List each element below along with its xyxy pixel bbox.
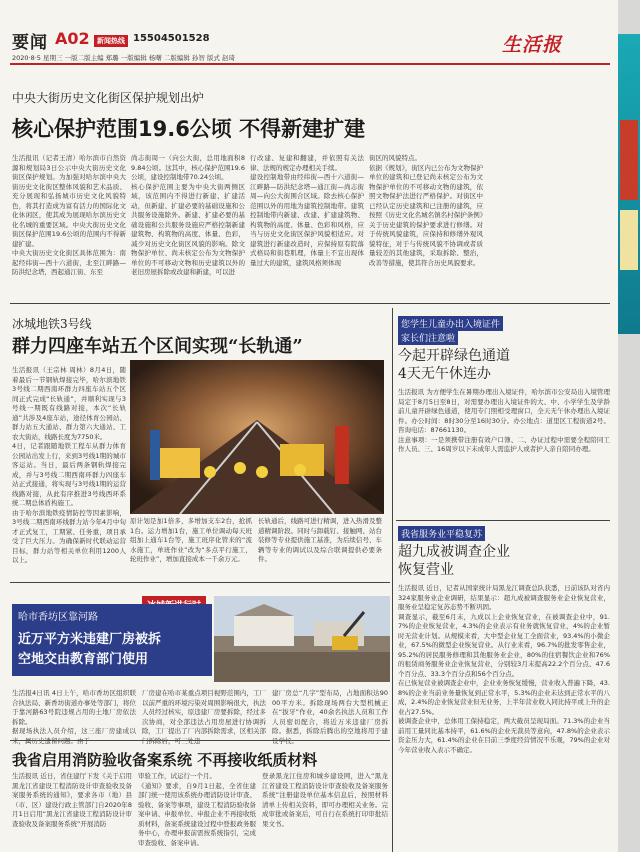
- story1-kicker: 中央大街历史文化街区保护规划出炉: [12, 91, 205, 105]
- adjacent-page-edge: [618, 0, 640, 852]
- side2-headline-2: 恢复营业: [398, 562, 454, 578]
- adjacent-ad-block: [620, 210, 638, 270]
- section-title: 要闻: [12, 33, 48, 53]
- divider: [10, 582, 390, 583]
- hotline-label: 新闻热线: [94, 35, 128, 47]
- story1-column-2: 尚志街周一（向公大街，总用地面积89.84公顷。这其中，核心保护范围19.6公顷，建设控制地带70.24公顷。 核心保护范围主要为中央大街两侧区域，该范围内不得进行新建、扩建活动，但新建、扩建必要的基础设施和公共服务设施除外。新建、扩建必要的基础设施和公共服务设施应严格控制新建建筑物、构筑物的高度、体量、色彩，减少对历史文化街区风貌的影响。除文物保护单位、尚未核定公布为文物保护单位的不可移动文物和历史建筑以外的老旧房屋拆除或改建和新建，可以进: [131, 154, 245, 276]
- story3-column-1: 生活报4日讯 4日上午，哈市香坊区组织联合执法局、新香坊街道办事处等部门，将位于靠河路63号院违规占用的土地厂房依法拆除。 据现场执法人员介绍，这三座厂房建成以: [12, 689, 136, 735]
- subway-tunnel-photo: [130, 360, 384, 514]
- column-divider: [392, 308, 393, 852]
- divider: [10, 740, 390, 741]
- story4-headline: 我省启用消防验收备案系统 不再接收纸质材料: [12, 751, 318, 769]
- page-number: A02: [55, 29, 90, 48]
- story1-headline: 核心保护范围19.6公顷 不得新建扩建: [12, 117, 366, 141]
- side1-body: 生活报讯 为方便学生在暑期办理出入境证件，哈尔滨市公安局出入境管理局定于8月5日至8日，对需要办理出入境证件的大、中、小学学生及学龄前儿童开辟绿色通道，使用专门照相受理窗口，全天无午休办理出入境证件。办公时间：8时30分至16时30分。办公地点：道里区工程街道2号。咨询电话：87661130。 注意事项：一是须携带注册有效户口簿、二、办证过程中需要全程陪同工作人员、三、16周岁以下未成年人需监护人或者护人亲自陪同办理。: [398, 388, 610, 453]
- story3-headline-2: 空地交由教育部门使用: [18, 652, 149, 667]
- side1-tag-2: 家长们注意啦: [398, 330, 458, 345]
- newspaper-logo: 生活报: [502, 34, 563, 56]
- story1-column-3: 行改建、复建和翻建，并依照有关法律、法规的规定办理相关手续。 建设控制地带由经纬街—西十六道街—江畔路—防洪纪念塔—通江街—尚志街周—向公大街围合区域。除去核心保护范围以外的用地为建筑控制地带。建筑控制地带内新建、改建、扩建建筑物、构筑物的高度、体量、色彩和风格，应当与历史文化街区保护风貌相适应。对建筑进行新建改造时，应保持原有院落式格局和街巷肌理，体量上不宜出现体量过大的建筑，建筑风格须体现: [250, 154, 364, 267]
- story3-headline-1: 近万平方米违建厂房被拆: [18, 632, 162, 647]
- story4-column-1: 生活报讯 近日，省住建厅下发《关于启用黑龙江省建设工程消防设计审查验收及备案服务系统的通知》，要求各市（地）县（市、区）建设行政主管部门自2020年8月1日启用“黑龙江省建设工程消防设计审查验收及备案服务系统”开展消防: [12, 772, 132, 828]
- divider: [10, 303, 610, 304]
- side2-tag: 我省服务业平稳复苏: [398, 526, 485, 541]
- header-rule: [10, 63, 610, 65]
- hotline-number: 15504501528: [133, 33, 210, 44]
- story3-column-2: 厂房建在哈市某重点项目视野范围内，工厂以前严重的环境污染对周围影响很大，执法人员经过核实，原违建厂房要拆除，经过多次协商，对全部违法占用房屋进行协调拆除，工厂提出了厂内部拆除需求，区相关部: [142, 689, 266, 735]
- side2-body: 生活报讯 近日，记者从国家统计局黑龙江调查总队获悉，日前该队对省内324家服务业企业调研，结果显示：超九成被调查服务业企业恢复营业，服务业呈稳定复苏态势不断巩固。 调查显示，截至6月末，九成以上企业恢复营业，在被调查企业中，91.7%的企业恢复营业，4.3%的企业表示有业务就恢复营业，4%的企业暂时无营业计划。从规模来看，大中型企业复工全面营业，93.4%的小微企业，67.5%的微型企业恢复营业。从行业来看，96.7%的批发零售企业，95.2%的居民服务修理和其他服务业企业，80%的住宿餐饮企业和76%的租赁商务服务业企业恢复营业，分别较3月末提高22.2个百分点、47.6个百分点、33.3个百分点和56个百分点。 在已恢复营业被调查企业中，企业业务恢复缓慢，营业收入普遍下降，43.8%的企业当前业务量恢复到正常水平，5.3%的企业未达到正常水平的八成，2.4%的企业恢复营业但无业务，上半年营业收入同比持平或上升的企业占27.5%。 被调查企业中，总体用工保持稳定，两大截员呈现局面。71.3%的企业当前用工量同比基本持平，61.6%的企业无裁员等意向，47.8%的企业表示资金压力大，61.4%的企业在目前三季度经营情况不乐观，79%的企业对今年营业收入表示不确定。: [398, 584, 610, 754]
- dateline: 2020·8·5 星期三 一版二版主编 郑璐 一版编辑 杨曙 二版编辑 孙智 版式 赵琦: [12, 54, 236, 62]
- story2-column-2: 原计划是加1倍多，多增加支车2台，抢抓1台。运力增加1台，施工单位调动每天班组加上通车1台等，施工班序化管来的“流水施工，单班作业”改为“多点平行施工，轮班作业”，增加直接成本一千余万元。: [130, 517, 252, 563]
- divider: [396, 520, 610, 521]
- story1-column-1: 生活报讯（记者王清）哈尔滨市自然资源和规划局3日公示中央大街历史文化街区保护规划。为加强对哈尔滨中央大街历史文化街区整体风貌和艺术品质、充分展现和弘扬城市历史文化风貌特色，将其打造成为富有活力的国际化文化休闲区，使其成为展现哈尔滨历史文化名城的重要区域。中央大街历史文化街区保护范围19.6公顷的范围内不得新建扩建。 中央大街历史文化街区具体范围为：南起经纬街—西十六道街，北至江畔路—防洪纪念塔，西起通江街、东至: [12, 154, 126, 276]
- story2-headline: 群力四座车站五个区间实现“长轨通”: [12, 336, 303, 357]
- story3-kicker: 哈市香坊区靠河路: [18, 612, 98, 623]
- story3-column-3: 建厂房总“几字”型布局，占地面积达9000平方米。拆除现场两台大型机械正在“拔牙”作业，40余名执法人员和工作人员密切配合，将近万米违建厂房拆除。据悉，拆除后腾出的空地将用于建: [272, 689, 388, 735]
- side1-headline-2: 4天无午休连办: [398, 366, 491, 382]
- side2-headline-1: 超九成被调查企业: [398, 544, 510, 560]
- story1-column-4: 街区的风貌特点。 依据《规划》，街区内已公布为文物保护单位的建筑和已登记尚未核定公布为文物保护单位的不可移动文物的建筑，依照文物保护法进行严格保护。对街区中已经认定历史建筑和已注册的建筑，应按照《历史文化名城名镇名村保护条例》关于历史建筑的保护要求进行修缮。对于传统风貌建筑，应保持和修缮外观风貌特征，对于与传统风貌不协调或者质量较差的其他建筑，采取拆除、整治，改善等措施，使其符合历史风貌要求。: [369, 154, 483, 267]
- story2-column-3: 长轨通后，线路可进行精调，进入热滑及整道精调阶段。同时与卸载钉、接触网、站台装修等专业提供施工基准，为后续信号、车辆等专业的调试以及综合联调提供必要条件。: [258, 517, 382, 563]
- story3-headline-box: [12, 604, 212, 676]
- story4-column-3: 登录黑龙江住房和城乡建设网，进入“黑龙江省建设工程消防设计审查验收及备案服务系统”注册建设单位基本信息后，按照材料清单上传相关资料，即可办理相关业务。完成审批或备案后，可自行在系统打印审批结果文书。: [262, 772, 388, 828]
- story2-column-1: 生活报讯（王宗林 周林）8月4日，随着最后一节钢轨焊接完毕，哈尔滨地铁3号线二期西南环群力四座车站五个区间正式完成“长轨通”，并顺利实现与3号线一期既有线路对接，本次“长轨通”共涉及4座车站，途径体育公园站、群力站五大通站、群力第六大通站、工农大街站，线路长度为7750米。 4日，记者跟随地铁工程车从群力体育公园站出发上行，来到3号线1期的城市客运站。当日，最后两条钢轨焊接完成，并与3号线二期西南环群力四座车站正式接通，将实现与3号线1期的运营线路对接，从此有序推进3号线西环系统二期总体盾构施工。 由于哈尔滨地铁疫情防控等因素影响，3号线二期西南环线群力站今年4月中旬才正式复工，工期紧、任务重，项目承受了巨大压力。为确保新时代联动运营目标，群力站等相关单位利用1200人以上。: [12, 366, 126, 564]
- side1-tag-1: 您学生儿童办出入境证件: [398, 316, 503, 331]
- demolition-photo: [214, 596, 390, 682]
- story2-kicker: 冰城地铁3号线: [12, 317, 92, 331]
- side1-headline-1: 今起开辟绿色通道: [398, 348, 510, 364]
- story4-column-2: 审验工作，试运行一个月。 《通知》要求，自9月1日起，全省住建部门统一使用该系统办理消防设计审查、验收、备案等事项，建设工程消防验收备案申请、申报单位、申报企业不再接收纸质材料，备案系统建设过程中登报政务服务中心，办理申报前需按系统指引，完成审查验收、备案申请。: [138, 772, 256, 847]
- adjacent-ad-block: [620, 120, 638, 200]
